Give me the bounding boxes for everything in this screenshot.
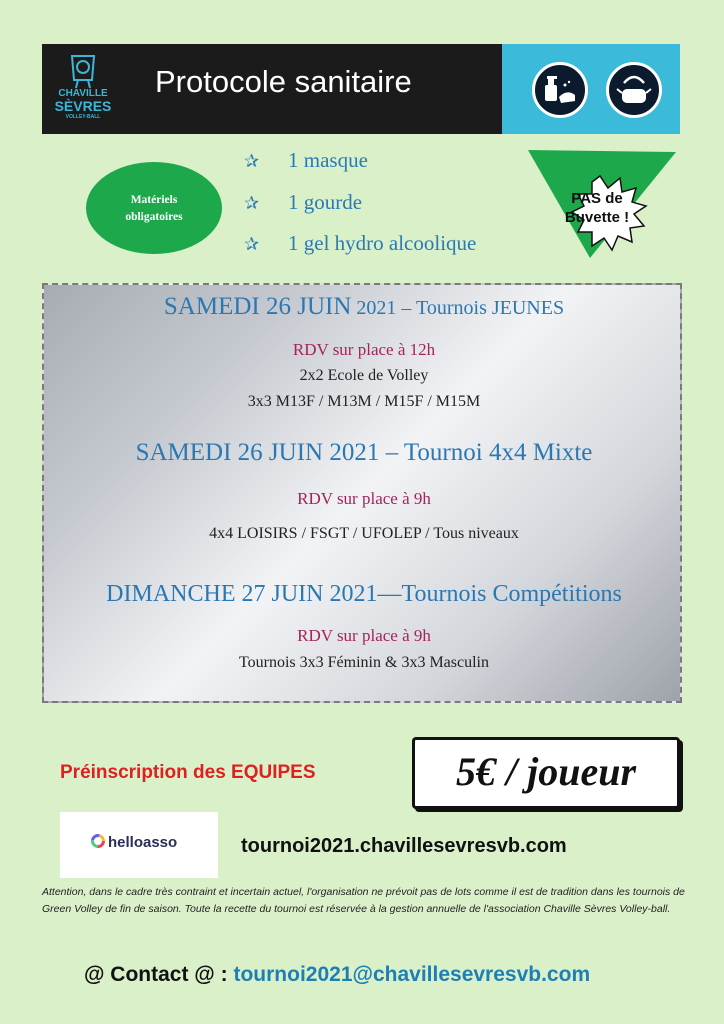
club-logo — [48, 50, 118, 128]
face-mask-icon — [606, 62, 662, 118]
block1-day: SAMEDI 26 JUIN — [163, 293, 352, 320]
block1-title-rest: 2021 – Tournois JEUNES — [351, 297, 565, 319]
material-item: 1 gourde — [288, 190, 363, 214]
block3-title: DIMANCHE 27 JUIN 2021—Tournois Compétitions — [106, 581, 622, 607]
block2-line1: 4x4 LOISIRS / FSGT / UFOLEP / Tous niveaux — [209, 525, 519, 542]
block2-rdv: RDV sur place à 9h — [297, 489, 431, 508]
block3-line1: Tournois 3x3 Féminin & 3x3 Masculin — [239, 654, 489, 671]
block1-title — [44, 293, 684, 321]
buvette-line1: PAS de — [571, 190, 623, 207]
block1-rdv: RDV sur place à 12h — [292, 340, 436, 359]
contact-line — [84, 963, 590, 987]
logo-text-volley: VOLLEY-BALL — [65, 114, 101, 120]
block1-line1: 2x2 Ecole de Volley — [299, 367, 429, 384]
star-icon: ✰ — [244, 193, 260, 213]
material-item: 1 gel hydro alcoolique — [288, 231, 477, 255]
price-badge: 5€ / joueur — [412, 737, 680, 809]
logo-text-sevres: SÈVRES — [54, 98, 112, 114]
hand-sanitizer-icon — [532, 62, 588, 118]
schedule-panel — [42, 283, 682, 703]
buvette-text — [552, 189, 642, 227]
star-icon: ✰ — [244, 234, 260, 254]
page-title: Protocole sanitaire — [155, 64, 412, 99]
materials-label — [86, 192, 222, 226]
contact-label: @ Contact @ : — [84, 963, 228, 986]
list-item — [244, 190, 362, 215]
block2-title: SAMEDI 26 JUIN 2021 – Tournoi 4x4 Mixte — [135, 439, 593, 466]
helloasso-logo-icon — [90, 833, 106, 849]
list-item — [244, 231, 476, 256]
list-item — [244, 148, 368, 173]
materials-label-line1: Matériels — [130, 194, 178, 206]
block1-line2: 3x3 M13F / M13M / M15F / M15M — [247, 393, 481, 410]
material-item: 1 masque — [288, 148, 368, 172]
block3-rdv: RDV sur place à 9h — [297, 626, 431, 645]
contact-email-link[interactable]: tournoi2021@chavillesevresvb.com — [233, 963, 591, 986]
materials-label-line2: obligatoires — [125, 211, 183, 223]
helloasso-text: helloasso — [108, 834, 178, 851]
preinscription-text: Préinscription des EQUIPES — [60, 762, 316, 783]
website-link[interactable]: tournoi2021.chavillesevresvb.com — [241, 835, 567, 857]
buvette-line2: Buvette ! — [564, 209, 630, 226]
logo-text-chaville: CHAVILLE — [58, 88, 108, 99]
star-icon: ✰ — [244, 151, 260, 171]
disclaimer-note: Attention, dans le cadre très contraint et incertain actuel, l'organisation ne prévoit pas de lots comme il est de tradition dans les tournois de Green Volley de fin de saison. Toute la recette du tournoi est réservée à la gestion annuelle de l'association Chaville Sèvres Volley-ball. — [42, 886, 685, 915]
